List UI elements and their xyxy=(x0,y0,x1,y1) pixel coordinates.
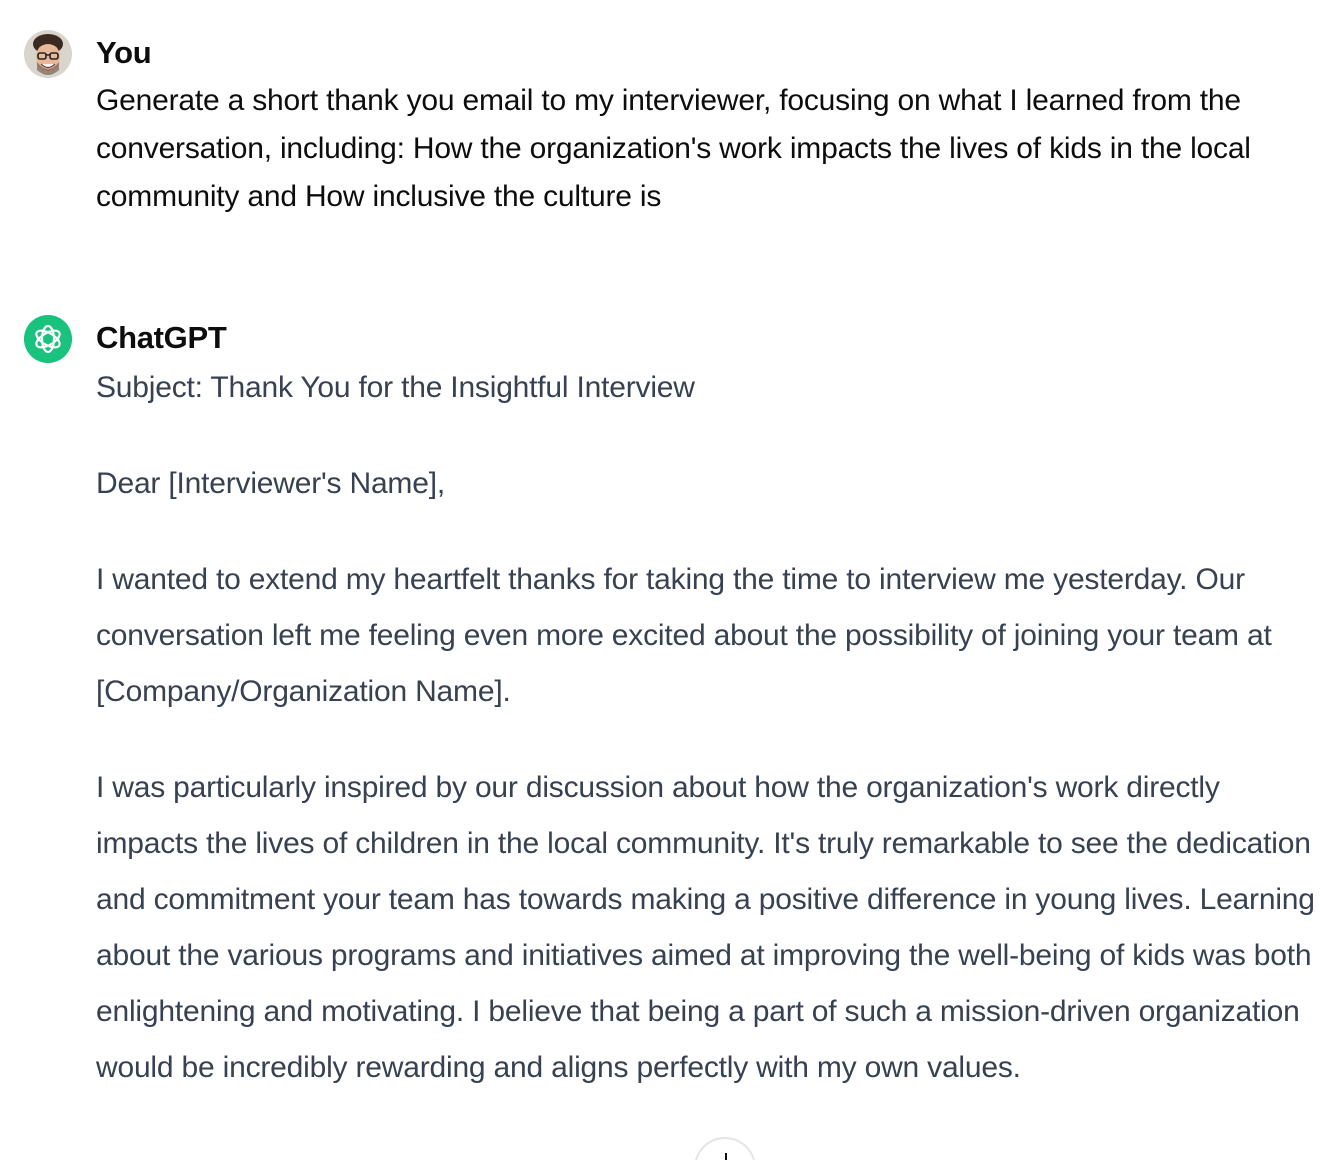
email-greeting: Dear [Interviewer's Name], xyxy=(96,467,445,500)
email-paragraph: I was particularly inspired by our discussion about how the organization's work directly impacts the lives of children in the local community. It's truly remarkable to see the dedication and commitment your team has towards making a positive difference in young lives. Learning about the various programs and initiatives aimed at improving the well-being of kids was both enlightening and motivating. I believe that being a part of such a mission-driven organization would be incredibly rewarding and aligns perfectly with my own values. xyxy=(96,771,1315,1084)
email-paragraph: I wanted to extend my heartfelt thanks for taking the time to interview me yesterday. Our conversation left me feeling even more excited about the possibility of joining your team at [Company/Organization Name]. xyxy=(96,563,1272,708)
user-avatar-photo xyxy=(24,30,72,78)
user-message-text: Generate a short thank you email to my interviewer, focusing on what I learned from the conversation, including: How the organization's work impacts the lives of kids in the local community and How inclusive the culture is xyxy=(96,84,1251,213)
arrow-down-icon xyxy=(725,1153,727,1160)
assistant-name: ChatGPT xyxy=(96,320,227,355)
openai-logo-icon xyxy=(24,315,72,363)
user-name: You xyxy=(96,35,152,70)
email-subject: Subject: Thank You for the Insightful Interview xyxy=(96,371,695,404)
assistant-avatar xyxy=(24,315,72,363)
user-message xyxy=(24,30,1338,230)
user-avatar xyxy=(24,30,72,78)
assistant-response xyxy=(96,368,1326,1096)
assistant-message xyxy=(24,315,1338,1160)
